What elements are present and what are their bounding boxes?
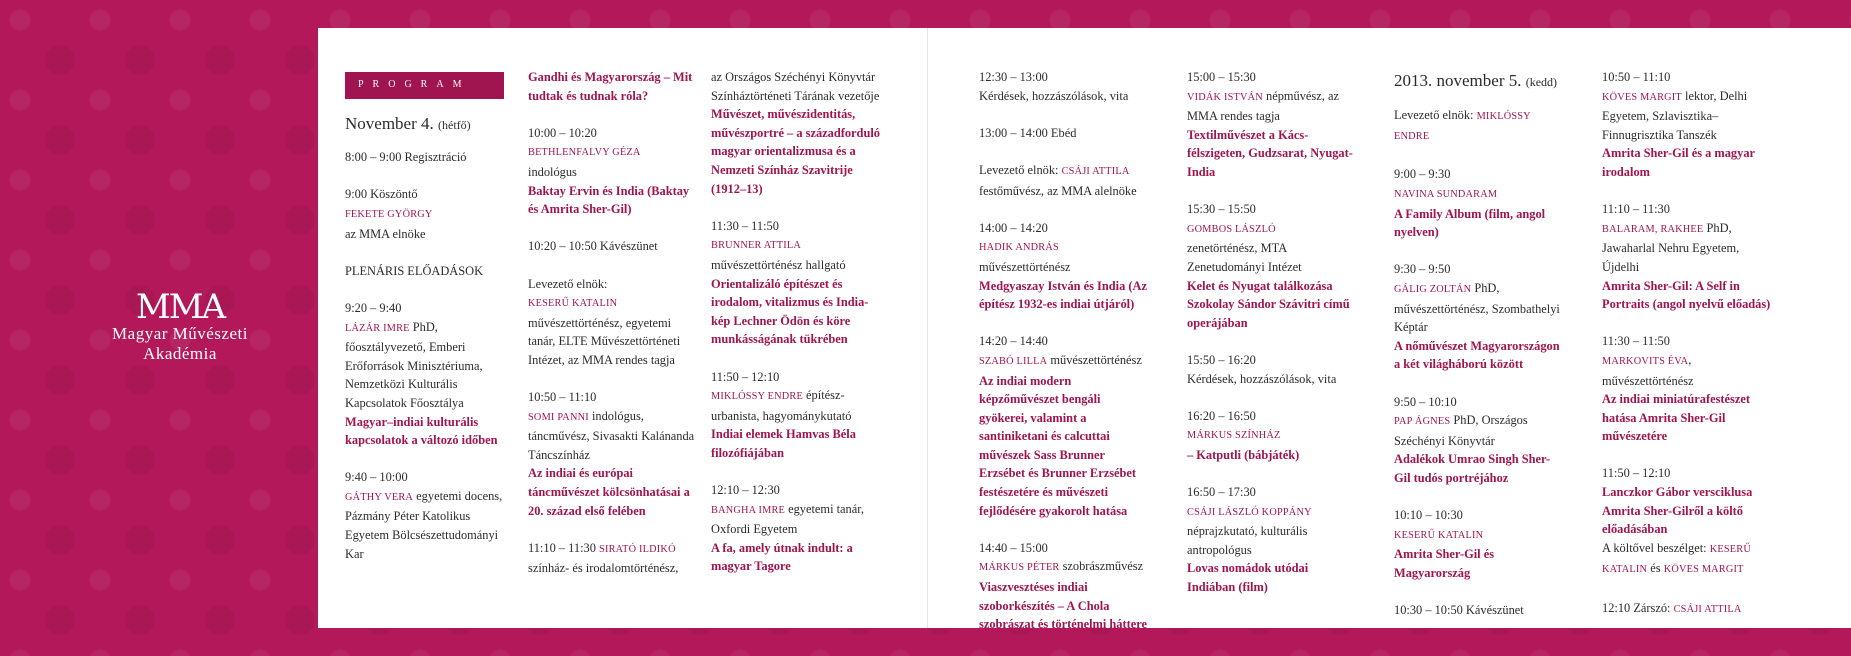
greeting-time: 9:00 Köszöntő bbox=[345, 187, 418, 202]
talk-title: Amrita Sher-Gil: A Self in Portraits (angol nyelvű előadás) bbox=[1602, 278, 1771, 312]
speaker-affiliation: színház- és irodalomtörténész, bbox=[528, 561, 679, 576]
session-chair bbox=[979, 161, 1151, 200]
speaker-affiliation: művészettörténész, egyetemi tanár, ELTE Művészettörténeti Intézet, az MMA rendes tagja bbox=[528, 315, 681, 367]
talk-time: 11:10 – 11:30 bbox=[528, 540, 596, 555]
talk-time: 12:10 – 12:30 bbox=[711, 483, 780, 498]
talk-entry bbox=[528, 539, 700, 578]
talk-title: Gandhi és Magyarország – Mit tudtak és tudnak róla? bbox=[528, 70, 693, 103]
talk-title: Az indiai modern képzőművészet bengáli gyökerei, valamint a santiniketani és calcuttai művészek Sass Brunner Erzsébet és Brunner Erzsébet festészetére és művészeti fejlődésére gyakorolt hatása bbox=[979, 373, 1137, 518]
talk-time: 11:10 – 11:30 bbox=[1602, 202, 1670, 217]
speaker-name: NAVINA SUNDARAM bbox=[1394, 188, 1498, 200]
logo-line-2: Akadémia bbox=[143, 344, 217, 363]
speaker-name: SIRATÓ ILDIKÓ bbox=[599, 543, 676, 555]
talk-title: Amrita Sher-Gil és Magyarország bbox=[1394, 547, 1495, 580]
session-chair bbox=[1394, 106, 1566, 147]
talk-time: 10:50 – 11:10 bbox=[528, 390, 597, 405]
talk-entry bbox=[979, 539, 1151, 634]
speaker-affiliation-detail: főosztályvezető, Emberi Erőforrások Minisztériuma, Nemzetközi Kulturális Kapcsolatok Főosztálya bbox=[345, 340, 483, 410]
talk-title: A Family Album (film, angol nyelven) bbox=[1394, 206, 1546, 240]
talk-title: Az indiai miniatúrafestészet hatása Amrita Sher-Gil művészetére bbox=[1602, 392, 1750, 444]
talk-title: Művészet, művészidentitás, művészportré – a századforduló magyar orientalizmusa és a Nemzeti Színház Szavitrije (1912–13) bbox=[711, 107, 880, 196]
speaker-affiliation: szobrászművész bbox=[1059, 559, 1144, 574]
talk-entry bbox=[1394, 393, 1566, 488]
day-title-nov5 bbox=[1394, 72, 1566, 92]
speaker-name: MÁRKUS SZÍNHÁZ bbox=[1187, 430, 1281, 442]
program-column-6 bbox=[1394, 68, 1566, 638]
talk-title: Kelet és Nyugat találkozása Szokolay Sándor Szávitri című operájában bbox=[1187, 278, 1350, 330]
speaker-name: GÁLIG ZOLTÁN bbox=[1394, 283, 1472, 295]
talk-entry bbox=[1602, 200, 1774, 314]
speaker-name: MIKLÓSSY ENDRE bbox=[711, 391, 803, 403]
speaker-affiliation: PhD, Országos Széchényi Könyvtár bbox=[1394, 413, 1528, 448]
speaker-name: MARKOVITS ÉVA bbox=[1602, 355, 1689, 367]
speaker-affiliation: PhD, Jawaharlal Nehru Egyetem, Újdelhi bbox=[1602, 220, 1740, 274]
talk-title: Viaszvesztéses indiai szoborkészítés – A Chola szobrászat és történelmi háttere bbox=[979, 580, 1148, 632]
talk-time: 9:50 – 10:10 bbox=[1394, 394, 1457, 409]
talk-title: Amrita Sher-Gil és a magyar irodalom bbox=[1602, 146, 1755, 179]
talk-entry bbox=[1394, 165, 1566, 241]
speaker-affiliation: az Országos Széchényi Könyvtár Színháztörténeti Tárának vezetője bbox=[711, 70, 880, 103]
talk-entry bbox=[711, 368, 883, 463]
talk-title: Lanczkor Gábor versciklusa Amrita Sher-Gilről a költő előadásában bbox=[1602, 485, 1753, 537]
talk-time: 14:00 – 14:20 bbox=[979, 220, 1048, 235]
program-badge: PROGRAM bbox=[345, 72, 504, 99]
talk-entry bbox=[711, 217, 883, 349]
talk-title: A nőművészet Magyarországon a két világháború között bbox=[1394, 338, 1560, 372]
talk-entry bbox=[1394, 506, 1566, 582]
day-title-nov4 bbox=[345, 115, 517, 135]
speaker-name: SOMI PANNI bbox=[528, 411, 589, 423]
speaker-name: BALARAM, RAKHEE bbox=[1602, 223, 1704, 235]
closing-entry bbox=[1602, 599, 1774, 620]
talk-entry bbox=[1187, 407, 1359, 465]
talk-entry bbox=[979, 68, 1151, 105]
program-column-4 bbox=[979, 68, 1151, 652]
plenary-heading: PLENÁRIS ELŐADÁSOK bbox=[345, 263, 484, 278]
speaker-name: CSÁJI ATTILA bbox=[1061, 165, 1130, 177]
talk-time: 11:30 – 11:50 bbox=[1602, 334, 1670, 349]
speaker-name: BANGHA IMRE bbox=[711, 504, 785, 516]
speaker-name: SZABÓ LILLA bbox=[979, 355, 1048, 367]
discussion-label: Kérdések, hozzászólások, vita bbox=[979, 88, 1129, 103]
speaker-name: MÁRKUS PÉTER bbox=[979, 562, 1060, 574]
chair-label: Levezető elnök: bbox=[528, 276, 608, 291]
speaker-affiliation: PhD, bbox=[409, 319, 438, 334]
day-title-text: November 4. bbox=[345, 113, 434, 133]
talk-time: 9:00 – 9:30 bbox=[1394, 167, 1451, 182]
talk-entry bbox=[1187, 483, 1359, 597]
talk-time: 15:30 – 15:50 bbox=[1187, 202, 1256, 217]
program-column-5 bbox=[1187, 68, 1359, 615]
talk-title: Medgyaszay István és India (Az építész 1932-es indiai útjáról) bbox=[979, 278, 1147, 312]
talk-time: 9:40 – 10:00 bbox=[345, 470, 408, 485]
speaker-affiliation: zenetörténész, MTA Zenetudományi Intézet bbox=[1187, 241, 1302, 274]
talk-time: 11:50 – 12:10 bbox=[711, 369, 780, 384]
talk-time: 16:20 – 16:50 bbox=[1187, 408, 1256, 423]
chair-label: Levezető elnök: bbox=[979, 162, 1062, 177]
talk-entry bbox=[1187, 200, 1359, 332]
talk-time: 10:50 – 11:10 bbox=[1602, 70, 1671, 84]
talk-title: Indiai elemek Hamvas Béla filozófiájában bbox=[711, 427, 856, 460]
speaker-name: FEKETE GYÖRGY bbox=[345, 208, 433, 220]
speaker-affiliation: lektor, Delhi Egyetem, Szlavisztika–Finnugrisztika Tanszék bbox=[1602, 88, 1748, 142]
speaker-affiliation: népművész, az MMA rendes tagja bbox=[1187, 88, 1339, 124]
left-panel bbox=[0, 0, 318, 656]
speaker-affiliation: , művészettörténész bbox=[1602, 352, 1694, 388]
talk-entry bbox=[711, 68, 883, 198]
talk-entry bbox=[979, 219, 1151, 314]
chair-label: Levezető elnök: bbox=[1394, 107, 1477, 122]
program-column-3 bbox=[711, 68, 883, 595]
talk-title: – Katputli (bábjáték) bbox=[1187, 447, 1300, 462]
day-subtitle: (hétfő) bbox=[438, 117, 471, 132]
talk-time: 15:00 – 15:30 bbox=[1187, 70, 1256, 84]
speaker-name: HADIK ANDRÁS bbox=[979, 242, 1059, 254]
speaker-name: KESERŰ KATALIN bbox=[1394, 529, 1484, 541]
talk-entry bbox=[528, 388, 700, 520]
talk-title: Lovas nomádok utódai Indiában (film) bbox=[1187, 561, 1309, 595]
talk-time: 11:30 – 11:50 bbox=[711, 218, 779, 233]
speaker-name: GÁTHY VERA bbox=[345, 491, 414, 503]
talk-entry bbox=[1602, 68, 1774, 182]
talk-entry bbox=[1602, 332, 1774, 446]
talk-title: Textilművészet a Kács-félszigeten, Gudzsarat, Nyugat-India bbox=[1187, 127, 1353, 179]
day-subtitle: (kedd) bbox=[1525, 75, 1558, 89]
talk-time: 14:20 – 14:40 bbox=[979, 334, 1048, 349]
talk-time: 10:00 – 10:20 bbox=[528, 125, 597, 140]
talk-time: 9:30 – 9:50 bbox=[1394, 262, 1451, 277]
session-chair bbox=[528, 275, 700, 370]
speaker-affiliation: egyetemi docens, Pázmány Péter Katolikus Egyetem Bölcsészettudományi Kar bbox=[345, 488, 503, 561]
speaker-name: CSÁJI ATTILA bbox=[1673, 603, 1742, 615]
greeting bbox=[345, 185, 517, 243]
talk-title: Magyar–indiai kulturális kapcsolatok a változó időben bbox=[345, 414, 498, 448]
conjunction: és bbox=[1647, 561, 1664, 576]
talk-entry bbox=[1602, 464, 1774, 580]
program-column-2 bbox=[528, 68, 700, 597]
talk-entry bbox=[345, 468, 517, 563]
speaker-name: KÖVES MARGIT bbox=[1663, 564, 1744, 576]
speaker-name: MIKLÓSSY ENDRE bbox=[1394, 110, 1531, 143]
speaker-affiliation: indológus, táncművész, Sivasakti Kalánanda Táncszínház bbox=[528, 408, 695, 462]
speaker-name: VIDÁK ISTVÁN bbox=[1187, 91, 1263, 103]
logo-line-1: Magyar Művészeti bbox=[112, 324, 248, 343]
speaker-affiliation: néprajzkutató, kulturális antropológus bbox=[1187, 524, 1308, 557]
program-column-1 bbox=[345, 70, 517, 582]
talk-time: 9:20 – 9:40 bbox=[345, 300, 402, 315]
talk-title: Baktay Ervin és India (Baktay és Amrita Sher-Gil) bbox=[528, 183, 690, 217]
talk-time: 12:30 – 13:00 bbox=[979, 70, 1048, 84]
mma-logo-mark: MMA bbox=[135, 287, 225, 327]
speaker-name: KESERŰ KATALIN bbox=[1602, 543, 1751, 576]
coffee-break: 10:30 – 10:50 Kávészünet bbox=[1394, 603, 1524, 618]
speaker-name: BRUNNER ATTILA bbox=[711, 240, 802, 252]
talk-title: Adalékok Umrao Singh Sher-Gil tudós portréjához bbox=[1394, 452, 1551, 485]
speaker-name: KESERŰ KATALIN bbox=[528, 298, 618, 310]
talk-time: 16:50 – 17:30 bbox=[1187, 485, 1256, 500]
speaker-affiliation: művészettörténész bbox=[979, 259, 1071, 274]
speaker-name: LÁZÁR IMRE bbox=[345, 322, 410, 334]
talk-time: 11:50 – 12:10 bbox=[1602, 466, 1671, 481]
speaker-affiliation: A költővel beszélget: bbox=[1602, 540, 1710, 555]
talk-entry bbox=[1187, 351, 1359, 388]
speaker-affiliation: PhD, művészettörténész, Szombathelyi Képtár bbox=[1394, 280, 1560, 335]
speaker-name: PAP ÁGNES bbox=[1394, 416, 1451, 428]
talk-title: A fa, amely útnak indult: a magyar Tagore bbox=[711, 540, 853, 574]
lunch-break: 13:00 – 14:00 Ebéd bbox=[979, 125, 1077, 140]
mma-logo bbox=[80, 287, 280, 364]
speaker-name: KÖVES MARGIT bbox=[1602, 91, 1682, 103]
talk-time: 14:40 – 15:00 bbox=[979, 540, 1048, 555]
speaker-affiliation: az MMA elnöke bbox=[345, 226, 426, 241]
discussion-label: Kérdések, hozzászólások, vita bbox=[1187, 371, 1337, 386]
talk-time: 10:10 – 10:30 bbox=[1394, 508, 1463, 523]
speaker-name: BETHLENFALVY GÉZA bbox=[528, 147, 641, 159]
talk-entry bbox=[711, 481, 883, 576]
speaker-affiliation: művészettörténész bbox=[1047, 352, 1142, 367]
speaker-affiliation: festőművész, az MMA alelnöke bbox=[979, 183, 1137, 198]
speaker-affiliation: építész-urbanista, hagyománykutató bbox=[711, 388, 852, 423]
talk-entry bbox=[1394, 260, 1566, 374]
speaker-name: CSÁJI LÁSZLÓ KOPPÁNY bbox=[1187, 506, 1312, 518]
talk-title: Orientalizáló építészet és irodalom, vitalizmus és India-kép Lechner Ödön és köre munkásságának tükrében bbox=[711, 276, 869, 347]
talk-entry bbox=[979, 332, 1151, 520]
talk-entry bbox=[1187, 68, 1359, 182]
coffee-break: 10:20 – 10:50 Kávészünet bbox=[528, 239, 658, 254]
talk-entry bbox=[528, 124, 700, 219]
talk-title: Az indiai és európai táncművészet kölcsönhatásai a 20. század első felében bbox=[528, 466, 690, 518]
speaker-name: GOMBOS LÁSZLÓ bbox=[1187, 223, 1276, 235]
talk-entry bbox=[345, 299, 517, 450]
registration: 8:00 – 9:00 Regisztráció bbox=[345, 150, 467, 165]
talk-time: 12:10 Zárszó: bbox=[1602, 600, 1674, 615]
program-column-7 bbox=[1602, 68, 1774, 638]
speaker-affiliation: művészettörténész hallgató bbox=[711, 257, 846, 272]
speaker-affiliation: indológus bbox=[528, 164, 577, 179]
talk-time: 15:50 – 16:20 bbox=[1187, 352, 1256, 367]
page-fold-divider bbox=[927, 28, 928, 628]
day-title-text: 2013. november 5. bbox=[1394, 71, 1522, 90]
speaker-affiliation: egyetemi tanár, Oxfordi Egyetem bbox=[711, 501, 864, 537]
